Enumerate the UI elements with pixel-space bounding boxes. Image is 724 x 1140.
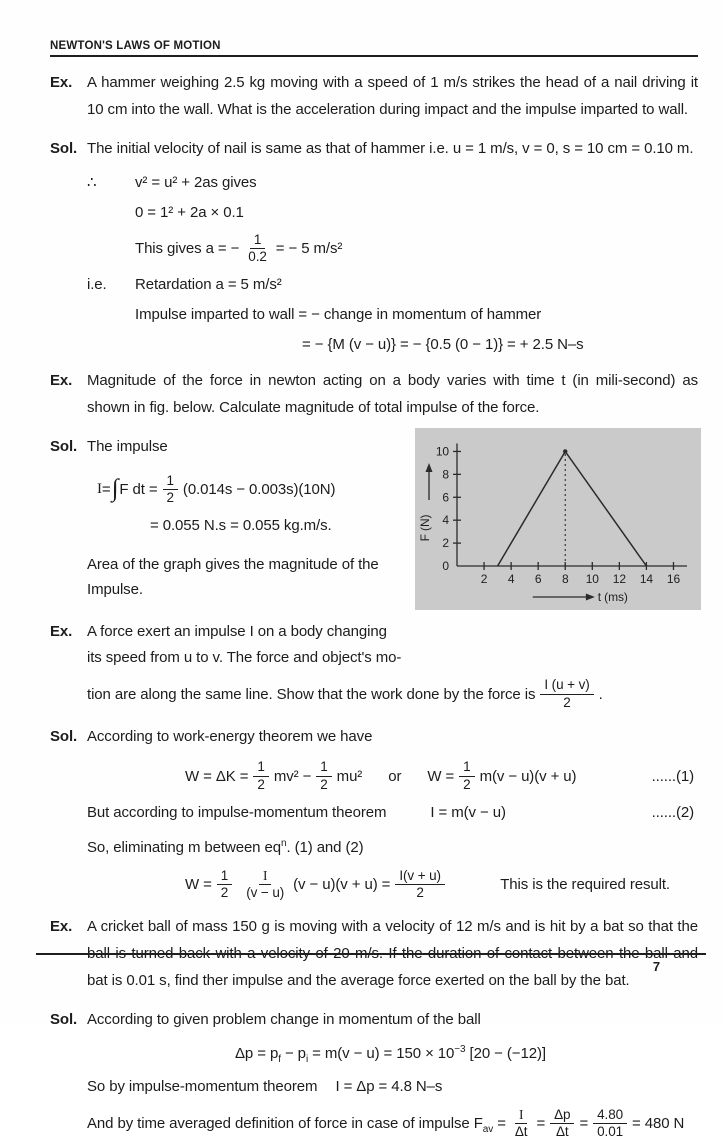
svg-text:6: 6 [442, 490, 449, 505]
velocity-equation: v² = u² + 2as gives [135, 174, 257, 192]
svg-text:4: 4 [442, 512, 449, 527]
fav-pre: And by time averaged definition of force in case of impulse F [87, 1115, 483, 1133]
svg-text:2: 2 [442, 535, 449, 550]
impulse-value: = − {M (v − u)} = − {0.5 (0 − 1)} = + 2.5 N–s [302, 336, 584, 354]
fraction-denominator: 2 [320, 776, 328, 792]
header-rule [50, 55, 698, 57]
acceleration-equation-post: = − 5 m/s² [275, 240, 343, 258]
fraction [550, 1107, 574, 1140]
superscript-minus-3: −3 [454, 1043, 466, 1055]
fraction-denominator: 0.01 [597, 1124, 624, 1140]
acceleration-equation-pre: This gives a = − [135, 240, 240, 258]
eq-superscript-n: n [280, 837, 287, 849]
dp-post: [20 − (−12)] [465, 1044, 546, 1062]
impulse-momentum-equation: I = m(v − u) [430, 803, 506, 821]
fraction-numerator: I (u + v) [540, 677, 593, 694]
eliminate-m-row [50, 837, 698, 858]
fraction [217, 868, 232, 901]
impulse-theorem-result-row [50, 1076, 698, 1097]
sol-label: Sol. [50, 727, 78, 745]
page-header [50, 40, 698, 57]
svg-text:10: 10 [435, 444, 449, 459]
force-time-chart-svg [415, 428, 701, 610]
final-work-equation-row [50, 868, 698, 901]
retardation-row [50, 274, 698, 295]
svg-text:8: 8 [442, 467, 449, 482]
fraction-numerator: 1 [253, 759, 268, 776]
subscript-f: f [278, 1053, 281, 1065]
fraction-denominator: 2 [416, 885, 424, 900]
eliminate-pre: So, eliminating m between eq [87, 838, 281, 856]
average-force-text [87, 1113, 506, 1134]
svg-text:2: 2 [480, 571, 488, 586]
average-force-result: = 480 N [632, 1115, 685, 1133]
eq1-mu-term: mu² [336, 767, 363, 785]
example-impulse-work [50, 619, 405, 672]
numeric-equation: 0 = 1² + 2a × 0.1 [135, 204, 244, 222]
impulse-statement: Impulse imparted to wall = − change in momentum of hammer [135, 306, 542, 324]
solution-cricket-ball-intro: According to given problem change in momentum of the ball [87, 1011, 481, 1029]
eq1-lhs: W = ΔK = [185, 767, 249, 785]
example-hammer [50, 70, 698, 123]
impulse-integral-row [50, 473, 405, 506]
example-impulse-work-continuation [50, 677, 698, 710]
fraction-numerator: 4.80 [593, 1107, 627, 1124]
fraction-denominator: Δt [556, 1124, 569, 1140]
fraction-numerator: 1 [316, 759, 331, 776]
fraction-denominator: 2 [220, 885, 229, 900]
eliminate-post: . (1) and (2) [286, 838, 364, 856]
velocity-equation-row [50, 172, 698, 193]
force-time-graph [415, 428, 701, 610]
page-number: 7 [652, 959, 660, 974]
ex-label: Ex. [50, 372, 73, 390]
fraction-numerator: Δp [550, 1107, 574, 1124]
ex-label: Ex. [50, 918, 73, 936]
fraction-denominator: (v − u) [246, 885, 285, 900]
equals-sign: = [101, 480, 111, 498]
solution-hammer-intro: The initial velocity of nail is same as that of hammer i.e. u = 1 m/s, v = 0, s = 10 cm = 0.10 m. [87, 140, 694, 158]
work-energy-equation-row [50, 759, 698, 792]
impulse-momentum-text: But according to impulse-momentum theorem [87, 803, 387, 821]
fraction-numerator: 1 [163, 473, 178, 490]
eliminate-m-text [87, 837, 364, 858]
example-impulse-work-text [87, 619, 401, 672]
impulse-value-row [50, 334, 698, 355]
svg-text:14: 14 [639, 571, 653, 586]
fraction [244, 232, 270, 265]
dp-pre: Δp = p [235, 1044, 279, 1062]
fraction [395, 868, 445, 901]
figure-right-column [415, 432, 701, 672]
example-line-2: its speed from u to v. The force and object's mo- [87, 649, 402, 667]
footer-rule [36, 953, 706, 955]
average-force-row [50, 1107, 698, 1140]
dp-equation: = m(v − u) = 150 × 10 [308, 1044, 455, 1062]
figure-section [50, 432, 698, 672]
fraction [253, 759, 268, 792]
fraction-denominator: 2 [563, 694, 571, 710]
ex-label: Ex. [50, 622, 73, 640]
sentence-period: . [598, 685, 603, 703]
fraction [593, 1107, 627, 1140]
area-note: Area of the graph gives the magnitude of the Impulse. [87, 555, 379, 599]
fraction [459, 759, 474, 792]
solution-hammer [50, 136, 698, 163]
svg-text:10: 10 [585, 571, 599, 586]
svg-text:0: 0 [442, 558, 449, 573]
svg-text:8: 8 [561, 571, 569, 586]
figure-left-column [50, 432, 415, 672]
example-cricket-ball-text: A cricket ball of mass 150 g is moving with a velocity of 12 m/s and is hit by a bat so that the ball is turned back with a velocity of 20 m/s. If the duration of contact between the ball and bat is 0.01 s, find ther impulse and the average force exerted on the ball by the bat. [87, 918, 698, 989]
equation-tag-2: ......(2) [651, 803, 694, 821]
example-force-time-text: Magnitude of the force in newton acting on a body varies with time t (in mili-second) as shown in fig. below. Calculate magnitude of total impulse of the force. [87, 372, 698, 417]
required-result-note: This is the required result. [500, 876, 670, 893]
solution-work-energy-intro: According to work-energy theorem we have [87, 727, 373, 745]
fraction-numerator: 1 [250, 232, 265, 249]
numeric-equation-row [50, 202, 698, 223]
eq3-lhs: W = [185, 876, 212, 893]
svg-text:t (ms): t (ms) [597, 589, 628, 604]
eq1-alt-rhs: m(v − u)(v + u) [479, 767, 577, 785]
fraction [511, 1107, 532, 1140]
eq3-mid-term: (v − u)(v + u) = [293, 876, 391, 893]
svg-text:12: 12 [612, 571, 626, 586]
work-fraction [540, 677, 593, 710]
sol-label: Sol. [50, 437, 78, 455]
fraction-denominator: 2 [166, 489, 174, 505]
or-word: or [388, 767, 402, 785]
impulse-symbol: I [97, 480, 102, 497]
header-title: NEWTON'S LAWS OF MOTION [50, 40, 221, 52]
subscript-av: av [482, 1124, 494, 1136]
acceleration-equation-row [50, 232, 698, 265]
therefore-symbol: ∴ [87, 174, 97, 192]
solution-impulse-intro: The impulse [87, 437, 168, 455]
fraction-denominator: Δt [514, 1124, 528, 1140]
momentum-change-row [50, 1043, 698, 1064]
fraction-denominator: 2 [463, 776, 471, 792]
example-hammer-text: A hammer weighing 2.5 kg moving with a speed of 1 m/s strikes the head of a nail driving it 10 cm into the wall. What is the acceleration during impact and the impulse imparted to wall. [87, 74, 698, 118]
fraction-numerator: I(v + u) [395, 868, 445, 885]
svg-text:4: 4 [507, 571, 515, 586]
example-line-3: tion are along the same line. Show that the work done by the force is [87, 685, 536, 703]
solution-work-energy [50, 724, 698, 751]
impulse-statement-row [50, 304, 698, 325]
fraction-denominator: 2 [257, 776, 265, 792]
dp-mid: − p [280, 1044, 306, 1062]
integral-terms: (0.014s − 0.003s)(10N) [182, 480, 336, 498]
subscript-i: i [305, 1053, 309, 1065]
retardation-equation: Retardation a = 5 m/s² [135, 276, 282, 294]
integral-icon: ∫ [111, 474, 119, 502]
equals-sign: = [579, 1115, 589, 1133]
equation-tag-1: ......(1) [651, 767, 694, 785]
sol-label: Sol. [50, 140, 78, 158]
example-line-1: A force exert an impulse I on a body changing [87, 622, 387, 640]
solution-cricket-ball [50, 1007, 698, 1034]
impulse-result: = 0.055 N.s = 0.055 kg.m/s. [150, 516, 332, 534]
svg-text:6: 6 [534, 571, 542, 586]
fraction [316, 759, 331, 792]
fraction-denominator: 0.2 [248, 249, 267, 265]
integrand: F dt = [119, 480, 158, 498]
fraction [242, 868, 288, 901]
ie-label: i.e. [87, 276, 107, 294]
impulse-momentum-row [50, 802, 698, 823]
eq1-mv-term: mv² − [273, 767, 312, 785]
eq1-alt-lhs: W = [427, 767, 455, 785]
svg-text:16: 16 [666, 571, 681, 586]
fraction-numerator: 1 [217, 868, 232, 885]
solution-impulse [50, 434, 405, 461]
impulse-theorem-result-equation: I = Δp = 4.8 N–s [335, 1077, 443, 1095]
impulse-result-row [50, 515, 405, 536]
example-force-time [50, 368, 698, 421]
ex-label: Ex. [50, 74, 73, 91]
svg-text:F (N): F (N) [418, 514, 432, 542]
fav-equals: = [493, 1115, 506, 1133]
fraction-numerator: I [515, 1107, 527, 1124]
equals-sign: = [536, 1115, 546, 1133]
fraction [163, 473, 178, 506]
impulse-theorem-result-text: So by impulse-momentum theorem [87, 1077, 318, 1095]
momentum-change-equation [235, 1043, 546, 1064]
fraction-numerator: I [259, 868, 271, 885]
fraction-numerator: 1 [459, 759, 474, 776]
sol-label: Sol. [50, 1011, 78, 1029]
